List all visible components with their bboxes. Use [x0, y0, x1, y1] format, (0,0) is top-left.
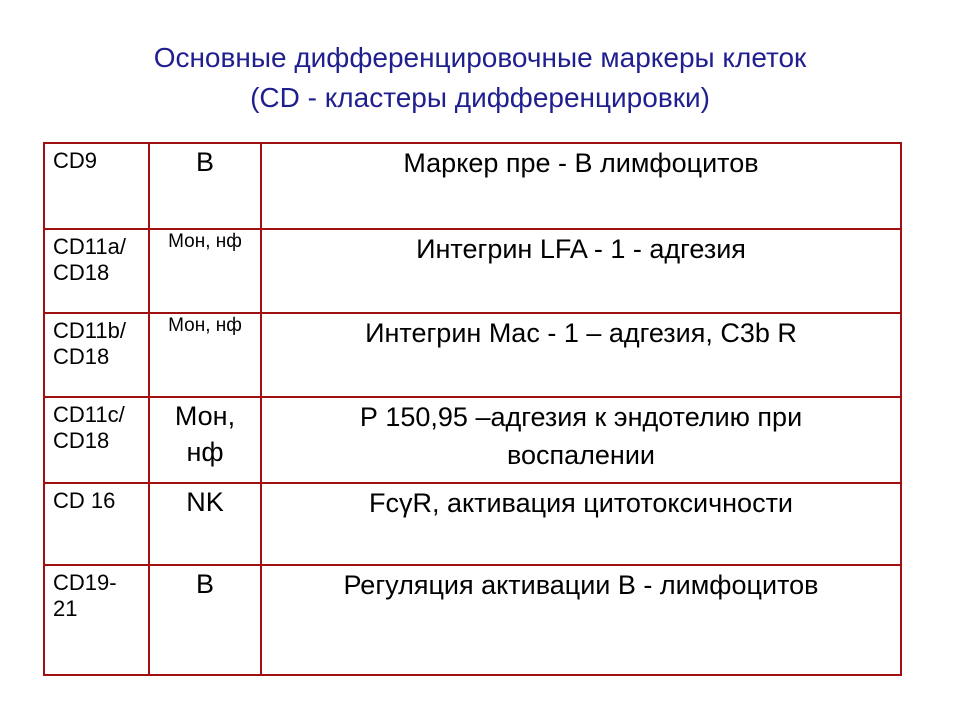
description-cell [261, 313, 901, 397]
title-line-2: (CD - кластеры дифференцировки) [250, 82, 710, 113]
cd-cell [44, 313, 149, 397]
cell-type-cell [149, 313, 261, 397]
cell-type-cell [149, 143, 261, 229]
page-title [0, 38, 960, 118]
table-row [44, 565, 901, 675]
cell-type-cell [149, 397, 261, 483]
cd-label: CD18 [53, 428, 110, 453]
cd-markers-table [43, 142, 902, 676]
cd-label: CD11b/ [53, 318, 126, 343]
table-row [44, 229, 901, 313]
description-label: Интегрин Mac - 1 – адгезия, С3b R [365, 318, 797, 348]
cd-label: CD9 [53, 148, 98, 173]
cell-type-label: нф [186, 437, 224, 467]
title-line-1: Основные дифференцировочные маркеры клеток [153, 42, 807, 73]
description-label: Р 150,95 –адгезия к эндотелию при [359, 402, 803, 432]
cd-cell [44, 483, 149, 565]
cd-cell [44, 397, 149, 483]
cd-label: CD19- [53, 570, 117, 595]
cell-type-label: B [195, 569, 214, 599]
description-cell [261, 143, 901, 229]
table-row [44, 483, 901, 565]
cell-type-cell [149, 483, 261, 565]
cd-label: CD 16 [53, 488, 116, 513]
table-row [44, 143, 901, 229]
cell-type-label: Мон, [174, 401, 236, 431]
cd-cell [44, 565, 149, 675]
description-cell [261, 565, 901, 675]
description-label: Маркер пре - В лимфоцитов [403, 148, 759, 178]
description-cell [261, 483, 901, 565]
cd-label: 21 [53, 596, 78, 621]
cd-cell [44, 143, 149, 229]
description-label: воспалении [506, 440, 656, 470]
table-row [44, 313, 901, 397]
description-label: Интегрин LFA - 1 - адгезия [416, 234, 746, 264]
table-row [44, 397, 901, 483]
cd-cell [44, 229, 149, 313]
cd-label: CD18 [53, 344, 110, 369]
cell-type-label: Мон, нф [168, 231, 242, 252]
cell-type-label: NK [186, 487, 224, 517]
cd-label: CD18 [53, 260, 110, 285]
description-label: Регуляция активации В - лимфоцитов [343, 570, 819, 600]
cell-type-cell [149, 229, 261, 313]
cd-label: CD11a/ [53, 234, 126, 259]
cell-type-label: B [195, 147, 214, 177]
cell-type-label: Мон, нф [168, 315, 242, 336]
cell-type-cell [149, 565, 261, 675]
description-cell [261, 397, 901, 483]
cd-label: CD11c/ [53, 402, 125, 427]
description-cell [261, 229, 901, 313]
description-label: FcγR, активация цитотоксичности [368, 488, 794, 518]
